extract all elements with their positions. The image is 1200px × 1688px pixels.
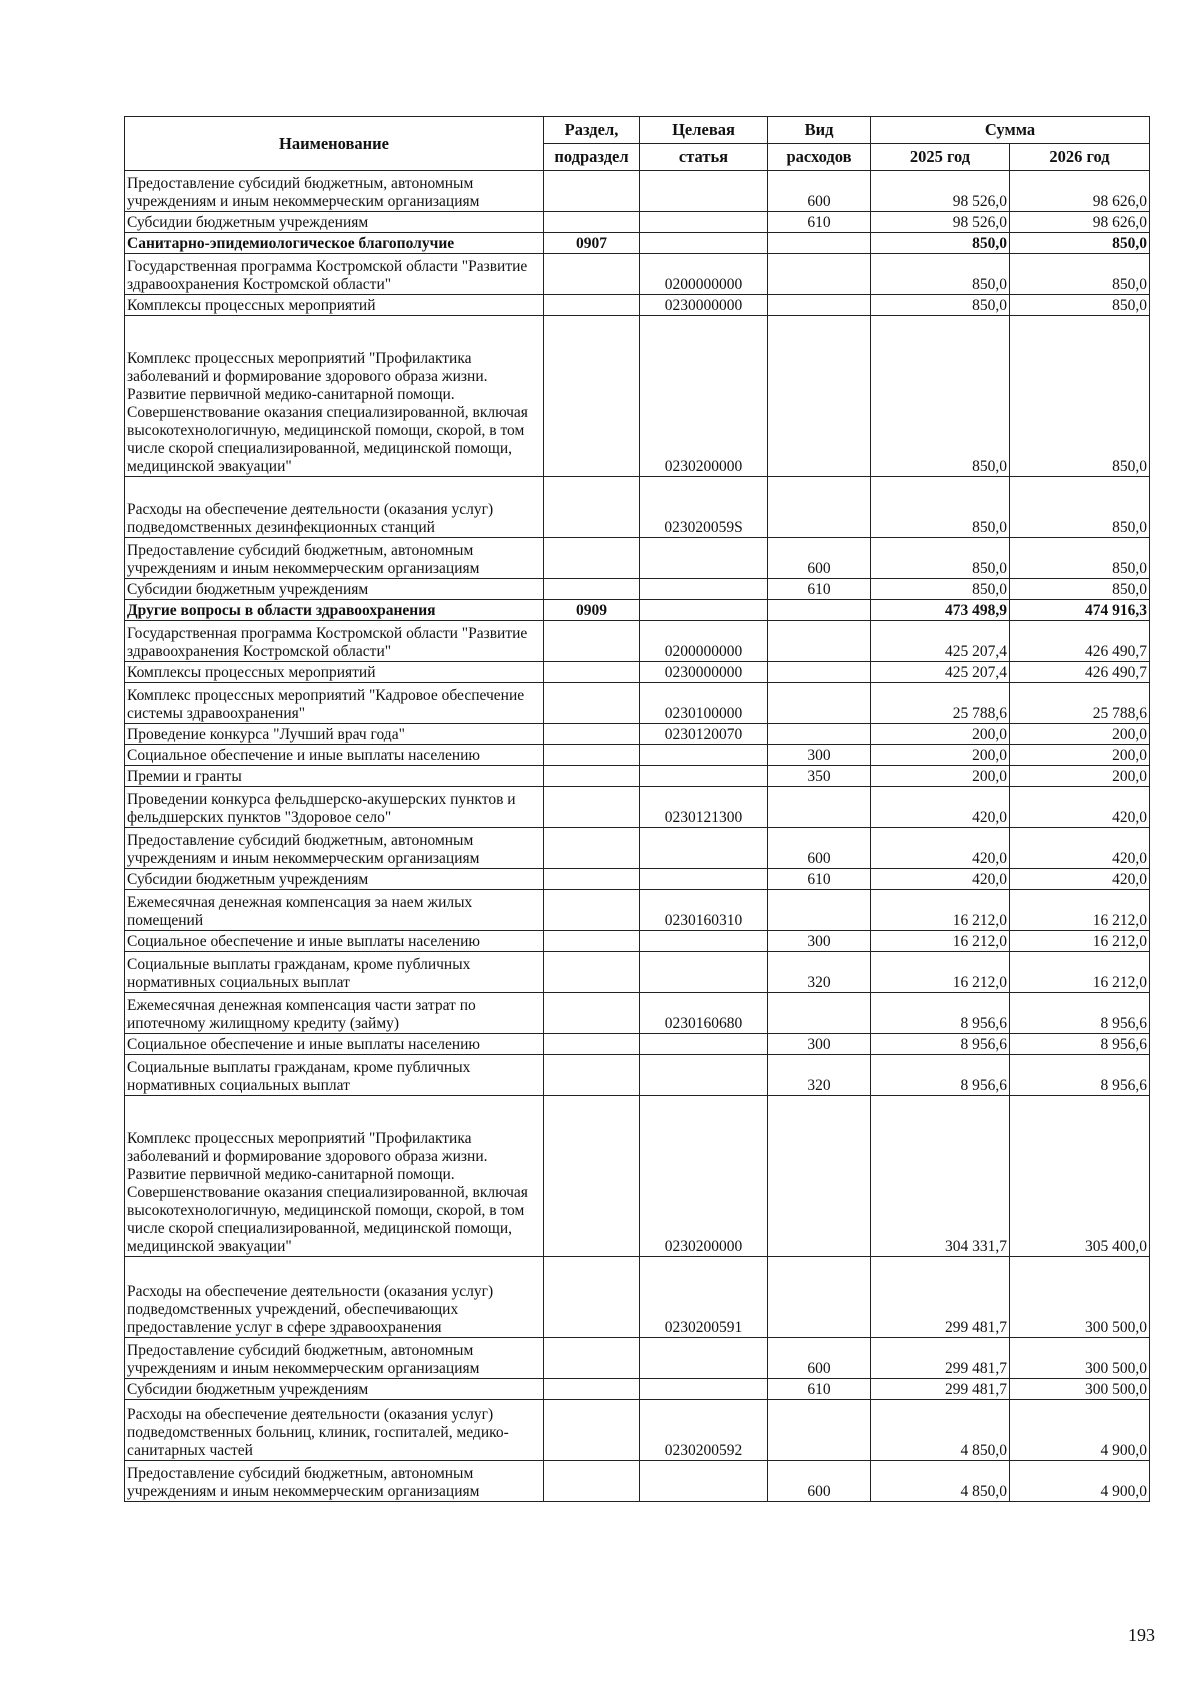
row-name-cell: Комплекс процессных мероприятий "Профилактика заболеваний и формирование здорового образа жизни. Развитие первичной медико-санитарной помощи. Совершенствование оказания специализированной, включая высокотехнологичную, медицинской помощи, скорой, в том числе скорой специализированной, медицинской помощи, медицинской эвакуации" [125, 1096, 544, 1257]
row-expense-type-cell: 350 [768, 766, 871, 787]
row-razdel-cell [544, 1379, 640, 1400]
row-expense-type-cell: 610 [768, 869, 871, 890]
row-sum-2025-cell: 850,0 [871, 254, 1010, 295]
row-name-cell: Проведении конкурса фельдшерско-акушерских пунктов и фельдшерских пунктов "Здоровое село" [125, 787, 544, 828]
row-name-cell: Санитарно-эпидемиологическое благополучие [125, 233, 544, 254]
row-sum-2025-cell: 200,0 [871, 724, 1010, 745]
row-target-article-cell [640, 600, 768, 621]
row-razdel-cell [544, 1400, 640, 1461]
row-expense-type-cell [768, 1096, 871, 1257]
row-expense-type-cell: 600 [768, 1461, 871, 1502]
row-expense-type-cell [768, 683, 871, 724]
row-expense-type-cell [768, 621, 871, 662]
header-vr-line1: Вид [768, 117, 871, 144]
row-razdel-cell [544, 212, 640, 233]
row-sum-2025-cell: 16 212,0 [871, 931, 1010, 952]
row-sum-2025-cell: 8 956,6 [871, 1055, 1010, 1096]
row-target-article-cell [640, 952, 768, 993]
header-razdel-line1: Раздел, [544, 117, 640, 144]
row-sum-2025-cell: 850,0 [871, 538, 1010, 579]
row-razdel-cell [544, 1338, 640, 1379]
table-row [125, 766, 1150, 787]
header-summa: Сумма [871, 117, 1150, 144]
row-target-article-cell [640, 1379, 768, 1400]
row-sum-2026-cell: 426 490,7 [1010, 662, 1150, 683]
row-sum-2025-cell: 850,0 [871, 295, 1010, 316]
row-target-article-cell: 0230160310 [640, 890, 768, 931]
row-expense-type-cell [768, 477, 871, 538]
table-row [125, 869, 1150, 890]
row-razdel-cell [544, 538, 640, 579]
row-name-cell: Субсидии бюджетным учреждениям [125, 212, 544, 233]
row-sum-2026-cell: 25 788,6 [1010, 683, 1150, 724]
row-expense-type-cell: 320 [768, 1055, 871, 1096]
row-target-article-cell: 0230121300 [640, 787, 768, 828]
row-razdel-cell: 0909 [544, 600, 640, 621]
row-sum-2025-cell: 473 498,9 [871, 600, 1010, 621]
row-target-article-cell [640, 931, 768, 952]
row-sum-2026-cell: 305 400,0 [1010, 1096, 1150, 1257]
row-expense-type-cell: 300 [768, 1034, 871, 1055]
row-name-cell: Расходы на обеспечение деятельности (оказания услуг) подведомственных учреждений, обеспечивающих предоставление услуг в сфере здравоохранения [125, 1257, 544, 1338]
row-sum-2026-cell: 850,0 [1010, 316, 1150, 477]
row-target-article-cell: 0230100000 [640, 683, 768, 724]
row-razdel-cell [544, 931, 640, 952]
budget-table [124, 116, 1150, 1502]
row-sum-2026-cell: 850,0 [1010, 233, 1150, 254]
row-expense-type-cell [768, 993, 871, 1034]
row-sum-2026-cell: 16 212,0 [1010, 890, 1150, 931]
row-target-article-cell [640, 233, 768, 254]
row-razdel-cell [544, 828, 640, 869]
row-name-cell: Расходы на обеспечение деятельности (оказания услуг) подведомственных больниц, клиник, госпиталей, медико-санитарных частей [125, 1400, 544, 1461]
table-row [125, 254, 1150, 295]
row-expense-type-cell: 320 [768, 952, 871, 993]
row-sum-2025-cell: 850,0 [871, 579, 1010, 600]
row-razdel-cell [544, 295, 640, 316]
row-sum-2025-cell: 420,0 [871, 787, 1010, 828]
row-sum-2025-cell: 16 212,0 [871, 952, 1010, 993]
row-sum-2025-cell: 850,0 [871, 477, 1010, 538]
row-sum-2026-cell: 4 900,0 [1010, 1461, 1150, 1502]
row-name-cell: Социальные выплаты гражданам, кроме публичных нормативных социальных выплат [125, 1055, 544, 1096]
table-row [125, 1338, 1150, 1379]
row-name-cell: Проведение конкурса "Лучший врач года" [125, 724, 544, 745]
row-name-cell: Предоставление субсидий бюджетным, автономным учреждениям и иным некоммерческим организациям [125, 171, 544, 212]
table-row [125, 621, 1150, 662]
row-sum-2026-cell: 474 916,3 [1010, 600, 1150, 621]
row-target-article-cell [640, 212, 768, 233]
table-header [125, 117, 1150, 171]
row-name-cell: Субсидии бюджетным учреждениям [125, 869, 544, 890]
row-target-article-cell: 0230200591 [640, 1257, 768, 1338]
row-sum-2025-cell: 425 207,4 [871, 662, 1010, 683]
row-sum-2025-cell: 304 331,7 [871, 1096, 1010, 1257]
row-sum-2025-cell: 425 207,4 [871, 621, 1010, 662]
table-body [125, 171, 1150, 1502]
row-razdel-cell [544, 766, 640, 787]
row-sum-2026-cell: 850,0 [1010, 477, 1150, 538]
row-target-article-cell: 0200000000 [640, 254, 768, 295]
row-target-article-cell: 0230120070 [640, 724, 768, 745]
header-cs-line2: статья [640, 144, 768, 171]
row-name-cell: Расходы на обеспечение деятельности (оказания услуг) подведомственных дезинфекционных станций [125, 477, 544, 538]
header-year-2026: 2026 год [1010, 144, 1150, 171]
header-cs-line1: Целевая [640, 117, 768, 144]
row-name-cell: Социальное обеспечение и иные выплаты населению [125, 745, 544, 766]
page-number: 193 [1128, 1625, 1155, 1645]
row-sum-2026-cell: 16 212,0 [1010, 931, 1150, 952]
row-sum-2025-cell: 16 212,0 [871, 890, 1010, 931]
table-row [125, 579, 1150, 600]
row-name-cell: Государственная программа Костромской области "Развитие здравоохранения Костромской области" [125, 254, 544, 295]
row-sum-2026-cell: 4 900,0 [1010, 1400, 1150, 1461]
row-name-cell: Комплекс процессных мероприятий "Кадровое обеспечение системы здравоохранения" [125, 683, 544, 724]
row-target-article-cell [640, 1338, 768, 1379]
row-target-article-cell [640, 1055, 768, 1096]
row-target-article-cell [640, 579, 768, 600]
row-name-cell: Социальное обеспечение и иные выплаты населению [125, 931, 544, 952]
row-sum-2026-cell: 850,0 [1010, 579, 1150, 600]
row-sum-2026-cell: 300 500,0 [1010, 1338, 1150, 1379]
row-target-article-cell: 023020059S [640, 477, 768, 538]
row-razdel-cell [544, 621, 640, 662]
row-razdel-cell [544, 787, 640, 828]
row-sum-2026-cell: 8 956,6 [1010, 1055, 1150, 1096]
table-row [125, 171, 1150, 212]
row-name-cell: Другие вопросы в области здравоохранения [125, 600, 544, 621]
row-sum-2025-cell: 4 850,0 [871, 1400, 1010, 1461]
table-row [125, 931, 1150, 952]
table-row [125, 1461, 1150, 1502]
table-row [125, 890, 1150, 931]
table-row [125, 952, 1150, 993]
row-sum-2025-cell: 299 481,7 [871, 1257, 1010, 1338]
row-sum-2026-cell: 16 212,0 [1010, 952, 1150, 993]
row-razdel-cell [544, 952, 640, 993]
table-row [125, 477, 1150, 538]
row-expense-type-cell: 300 [768, 931, 871, 952]
row-sum-2025-cell: 850,0 [871, 233, 1010, 254]
row-expense-type-cell [768, 233, 871, 254]
row-target-article-cell [640, 745, 768, 766]
row-sum-2026-cell: 200,0 [1010, 766, 1150, 787]
row-razdel-cell [544, 1257, 640, 1338]
row-razdel-cell [544, 254, 640, 295]
row-sum-2025-cell: 8 956,6 [871, 993, 1010, 1034]
row-name-cell: Субсидии бюджетным учреждениям [125, 1379, 544, 1400]
row-expense-type-cell: 610 [768, 1379, 871, 1400]
table-row [125, 993, 1150, 1034]
row-sum-2026-cell: 850,0 [1010, 254, 1150, 295]
table-row [125, 538, 1150, 579]
table-row [125, 724, 1150, 745]
table-row [125, 212, 1150, 233]
row-name-cell: Предоставление субсидий бюджетным, автономным учреждениям и иным некоммерческим организациям [125, 828, 544, 869]
row-target-article-cell [640, 538, 768, 579]
row-name-cell: Премии и гранты [125, 766, 544, 787]
row-sum-2026-cell: 420,0 [1010, 869, 1150, 890]
row-razdel-cell [544, 662, 640, 683]
row-razdel-cell [544, 683, 640, 724]
row-target-article-cell [640, 1461, 768, 1502]
row-sum-2025-cell: 8 956,6 [871, 1034, 1010, 1055]
row-razdel-cell [544, 316, 640, 477]
row-target-article-cell [640, 869, 768, 890]
header-name: Наименование [125, 117, 544, 171]
row-expense-type-cell [768, 787, 871, 828]
row-razdel-cell [544, 1055, 640, 1096]
row-name-cell: Ежемесячная денежная компенсация части затрат по ипотечному жилищному кредиту (займу) [125, 993, 544, 1034]
row-name-cell: Социальные выплаты гражданам, кроме публичных нормативных социальных выплат [125, 952, 544, 993]
row-sum-2026-cell: 300 500,0 [1010, 1379, 1150, 1400]
row-sum-2026-cell: 200,0 [1010, 724, 1150, 745]
row-sum-2025-cell: 299 481,7 [871, 1379, 1010, 1400]
row-name-cell: Ежемесячная денежная компенсация за наем жилых помещений [125, 890, 544, 931]
row-name-cell: Предоставление субсидий бюджетным, автономным учреждениям и иным некоммерческим организациям [125, 1338, 544, 1379]
row-sum-2025-cell: 25 788,6 [871, 683, 1010, 724]
row-name-cell: Субсидии бюджетным учреждениям [125, 579, 544, 600]
table-row [125, 683, 1150, 724]
row-target-article-cell [640, 1034, 768, 1055]
row-expense-type-cell: 600 [768, 171, 871, 212]
row-name-cell: Предоставление субсидий бюджетным, автономным учреждениям и иным некоммерческим организациям [125, 538, 544, 579]
row-expense-type-cell [768, 316, 871, 477]
row-expense-type-cell: 610 [768, 212, 871, 233]
table-row [125, 787, 1150, 828]
header-razdel-line2: подраздел [544, 144, 640, 171]
row-sum-2025-cell: 420,0 [871, 869, 1010, 890]
table-row [125, 316, 1150, 477]
row-expense-type-cell: 600 [768, 828, 871, 869]
row-sum-2026-cell: 420,0 [1010, 787, 1150, 828]
row-sum-2026-cell: 8 956,6 [1010, 993, 1150, 1034]
row-name-cell: Предоставление субсидий бюджетным, автономным учреждениям и иным некоммерческим организациям [125, 1461, 544, 1502]
table-row [125, 1096, 1150, 1257]
row-name-cell: Комплекс процессных мероприятий "Профилактика заболеваний и формирование здорового образа жизни. Развитие первичной медико-санитарной помощи. Совершенствование оказания специализированной, включая высокотехнологичную, медицинской помощи, скорой, в том числе скорой специализированной, медицинской помощи, медицинской эвакуации" [125, 316, 544, 477]
header-vr-line2: расходов [768, 144, 871, 171]
row-razdel-cell [544, 1461, 640, 1502]
row-expense-type-cell: 610 [768, 579, 871, 600]
row-name-cell: Социальное обеспечение и иные выплаты населению [125, 1034, 544, 1055]
table-row [125, 600, 1150, 621]
row-sum-2025-cell: 200,0 [871, 745, 1010, 766]
row-target-article-cell: 0230000000 [640, 662, 768, 683]
table-row [125, 1257, 1150, 1338]
table-row [125, 662, 1150, 683]
row-target-article-cell: 0230200592 [640, 1400, 768, 1461]
row-expense-type-cell [768, 600, 871, 621]
row-expense-type-cell [768, 1257, 871, 1338]
row-razdel-cell [544, 869, 640, 890]
row-target-article-cell: 0230200000 [640, 316, 768, 477]
row-target-article-cell [640, 766, 768, 787]
row-expense-type-cell: 600 [768, 538, 871, 579]
row-razdel-cell [544, 745, 640, 766]
row-sum-2026-cell: 850,0 [1010, 538, 1150, 579]
table-row [125, 1379, 1150, 1400]
row-target-article-cell: 0230200000 [640, 1096, 768, 1257]
row-razdel-cell [544, 1034, 640, 1055]
row-sum-2026-cell: 300 500,0 [1010, 1257, 1150, 1338]
table-row [125, 233, 1150, 254]
row-name-cell: Государственная программа Костромской области "Развитие здравоохранения Костромской области" [125, 621, 544, 662]
row-target-article-cell: 0200000000 [640, 621, 768, 662]
table-row [125, 745, 1150, 766]
row-expense-type-cell [768, 890, 871, 931]
row-sum-2026-cell: 200,0 [1010, 745, 1150, 766]
row-expense-type-cell [768, 295, 871, 316]
row-razdel-cell [544, 890, 640, 931]
row-sum-2025-cell: 420,0 [871, 828, 1010, 869]
row-razdel-cell [544, 579, 640, 600]
row-sum-2025-cell: 98 526,0 [871, 171, 1010, 212]
row-razdel-cell [544, 1096, 640, 1257]
row-target-article-cell: 0230160680 [640, 993, 768, 1034]
row-sum-2026-cell: 850,0 [1010, 295, 1150, 316]
table-row [125, 1055, 1150, 1096]
row-expense-type-cell [768, 662, 871, 683]
row-sum-2025-cell: 299 481,7 [871, 1338, 1010, 1379]
row-expense-type-cell [768, 1400, 871, 1461]
row-razdel-cell [544, 993, 640, 1034]
row-expense-type-cell [768, 254, 871, 295]
row-sum-2025-cell: 850,0 [871, 316, 1010, 477]
row-expense-type-cell [768, 724, 871, 745]
row-expense-type-cell: 300 [768, 745, 871, 766]
table-row [125, 295, 1150, 316]
row-target-article-cell [640, 828, 768, 869]
row-razdel-cell [544, 171, 640, 212]
row-razdel-cell [544, 477, 640, 538]
row-sum-2026-cell: 420,0 [1010, 828, 1150, 869]
row-sum-2025-cell: 200,0 [871, 766, 1010, 787]
row-sum-2026-cell: 426 490,7 [1010, 621, 1150, 662]
row-target-article-cell: 0230000000 [640, 295, 768, 316]
row-name-cell: Комплексы процессных мероприятий [125, 662, 544, 683]
row-sum-2026-cell: 8 956,6 [1010, 1034, 1150, 1055]
table-row [125, 828, 1150, 869]
row-razdel-cell [544, 724, 640, 745]
row-sum-2025-cell: 4 850,0 [871, 1461, 1010, 1502]
row-expense-type-cell: 600 [768, 1338, 871, 1379]
row-sum-2026-cell: 98 626,0 [1010, 212, 1150, 233]
row-target-article-cell [640, 171, 768, 212]
table-row [125, 1034, 1150, 1055]
row-name-cell: Комплексы процессных мероприятий [125, 295, 544, 316]
header-year-2025: 2025 год [871, 144, 1010, 171]
table-row [125, 1400, 1150, 1461]
row-razdel-cell: 0907 [544, 233, 640, 254]
row-sum-2026-cell: 98 626,0 [1010, 171, 1150, 212]
row-sum-2025-cell: 98 526,0 [871, 212, 1010, 233]
